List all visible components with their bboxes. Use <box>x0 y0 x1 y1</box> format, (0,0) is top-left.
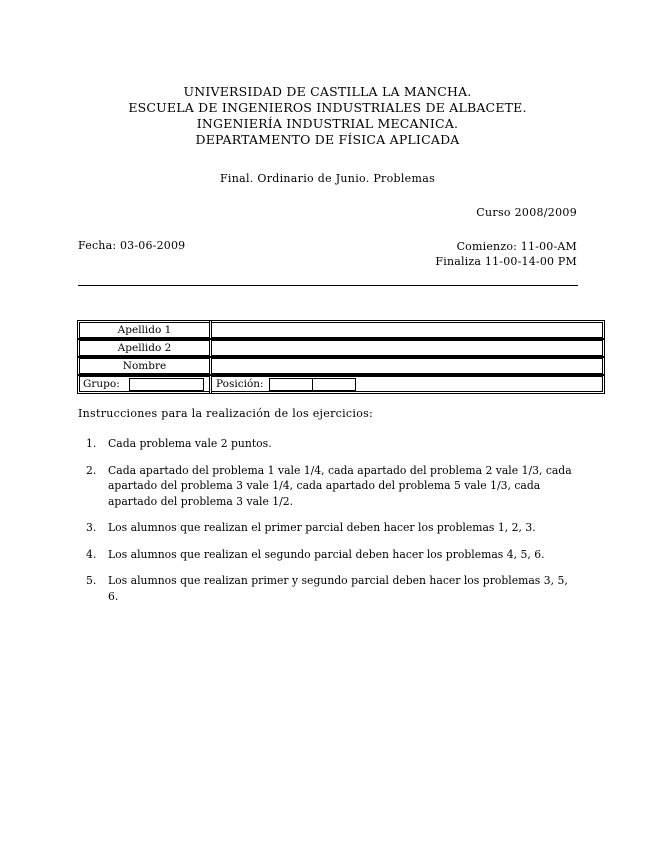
header-department: DEPARTAMENTO DE FÍSICA APLICADA <box>195 132 460 147</box>
list-item <box>78 547 578 563</box>
horizontal-divider <box>78 285 578 286</box>
list-item <box>78 573 578 604</box>
form-row-apellido1 <box>78 320 604 338</box>
institution-header <box>0 84 655 148</box>
nombre-field[interactable] <box>211 358 603 374</box>
list-item <box>78 520 578 536</box>
list-item-number: 5. <box>86 574 97 587</box>
start-time: Comienzo: 11-00-AM <box>456 240 577 253</box>
list-item-text: Los alumnos que realizan el segundo parcial deben hacer los problemas 4, 5, 6. <box>108 547 545 561</box>
list-item <box>78 463 578 510</box>
form-row-apellido2 <box>78 338 604 356</box>
header-university: UNIVERSIDAD DE CASTILLA LA MANCHA. <box>183 84 472 99</box>
exam-times <box>435 239 577 269</box>
header-school: ESCUELA DE INGENIEROS INDUSTRIALES DE ALBACETE. <box>128 100 527 115</box>
student-info-form <box>78 320 604 392</box>
apellido2-field[interactable] <box>211 340 603 356</box>
apellido2-label: Apellido 2 <box>79 340 210 356</box>
exam-date: Fecha: 03-06-2009 <box>78 239 186 252</box>
exam-subtitle: Final. Ordinario de Junio. Problemas <box>219 172 436 185</box>
form-row-nombre <box>78 356 604 374</box>
course-year: Curso 2008/2009 <box>476 206 577 219</box>
list-item-text: Los alumnos que realizan primer y segundo parcial deben hacer los problemas 3, 5, 6. <box>108 574 568 603</box>
posicion-field-2[interactable] <box>312 378 356 391</box>
apellido1-label: Apellido 1 <box>79 322 210 338</box>
list-item-number: 3. <box>86 521 97 534</box>
list-item-text: Cada problema vale 2 puntos. <box>108 437 272 450</box>
list-item-number: 1. <box>86 437 97 450</box>
apellido1-field[interactable] <box>211 322 603 338</box>
posicion-cell <box>211 376 603 392</box>
grupo-cell <box>79 376 210 392</box>
instructions-list <box>78 436 578 615</box>
grupo-label: Grupo: <box>83 378 120 390</box>
posicion-label: Posición: <box>216 378 264 390</box>
list-item-text: Los alumnos que realizan el primer parcial deben hacer los problemas 1, 2, 3. <box>108 521 536 534</box>
list-item-number: 4. <box>86 547 97 561</box>
nombre-label: Nombre <box>79 358 210 374</box>
posicion-field-1[interactable] <box>269 378 313 391</box>
list-item-text: Cada apartado del problema 1 vale 1/4, cada apartado del problema 2 vale 1/3, cada apartado del problema 3 vale 1/4, cada apartado del problema 5 vale 1/3, cada apartado del problema 3 vale 1/2. <box>108 463 572 508</box>
list-item-number: 2. <box>86 463 97 477</box>
list-item <box>78 436 578 452</box>
grupo-field[interactable] <box>129 378 204 391</box>
header-degree: INGENIERÍA INDUSTRIAL MECANICA. <box>196 116 459 131</box>
end-time: Finaliza 11-00-14-00 PM <box>435 255 577 268</box>
instructions-title: Instrucciones para la realización de los ejercicios: <box>78 407 374 420</box>
form-row-grupo-posicion <box>78 374 604 392</box>
